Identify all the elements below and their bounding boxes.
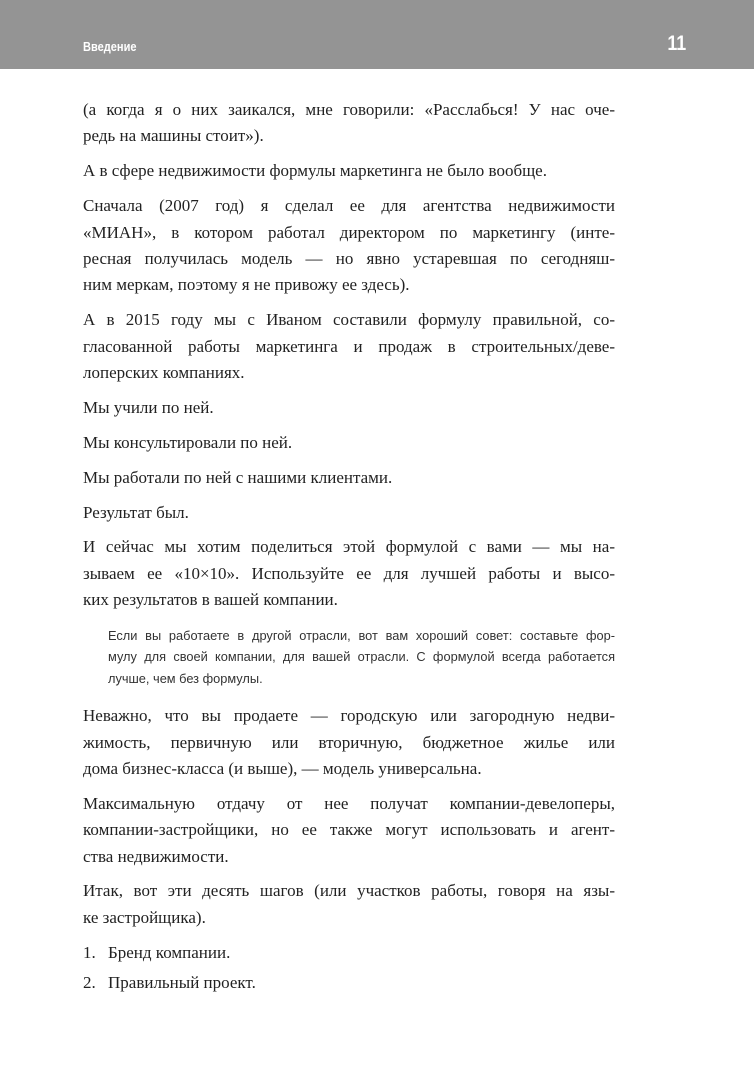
text-line: Если вы работаете в другой отрасли, вот вам хороший совет: составьте фор- bbox=[108, 627, 615, 643]
list-item bbox=[83, 940, 615, 966]
text-line: ства недвижимости. bbox=[83, 846, 229, 866]
text-line: ких результатов в вашей компании. bbox=[83, 590, 338, 610]
paragraph bbox=[83, 395, 615, 421]
paragraph bbox=[83, 534, 615, 613]
side-note bbox=[108, 625, 615, 690]
page-number: 11 bbox=[667, 32, 686, 55]
running-title: Введение bbox=[83, 39, 137, 54]
list-number: 2. bbox=[83, 972, 96, 992]
text-line: жимость, первичную или вторичную, бюджетное жилье или bbox=[83, 732, 615, 752]
page-header bbox=[0, 0, 754, 69]
page-body bbox=[83, 97, 615, 1000]
paragraph bbox=[83, 97, 615, 150]
list-text: Бренд компании. bbox=[108, 942, 231, 962]
paragraph bbox=[83, 430, 615, 456]
text-line: ним меркам, поэтому я не привожу ее здесь). bbox=[83, 275, 410, 295]
text-line: зываем ее «10×10». Используйте ее для лучшей работы и высо- bbox=[83, 563, 615, 583]
text-line: А в сфере недвижимости формулы маркетинга не было вообще. bbox=[83, 161, 547, 181]
paragraph bbox=[83, 193, 615, 299]
text-line: Мы консультировали по ней. bbox=[83, 432, 293, 452]
text-line: (а когда я о них заикался, мне говорили: «Расслабься! У нас оче- bbox=[83, 100, 615, 119]
paragraph bbox=[83, 791, 615, 870]
text-line: Сначала (2007 год) я сделал ее для агентства недвижимости bbox=[83, 196, 615, 216]
text-line: Неважно, что вы продаете — городскую или загородную недви- bbox=[83, 706, 615, 726]
text-line: И сейчас мы хотим поделиться этой формулой с вами — мы на- bbox=[83, 537, 615, 557]
text-line: дома бизнес-класса (и выше), — модель универсальна. bbox=[83, 758, 482, 778]
text-line: компании-застройщики, но ее также могут использовать и агент- bbox=[83, 820, 615, 840]
list-text: Правильный проект. bbox=[108, 972, 256, 992]
text-line: Мы учили по ней. bbox=[83, 397, 214, 417]
paragraph bbox=[83, 878, 615, 931]
paragraph bbox=[83, 465, 615, 491]
paragraph bbox=[83, 158, 615, 184]
list-number: 1. bbox=[83, 942, 96, 962]
list-item bbox=[83, 970, 615, 996]
text-line: мулу для своей компании, для вашей отрасли. С формулой всегда работается bbox=[108, 649, 615, 665]
paragraph bbox=[83, 307, 615, 386]
text-line: Итак, вот эти десять шагов (или участков работы, говоря на язы- bbox=[83, 881, 615, 901]
text-line: ке застройщика). bbox=[83, 907, 206, 927]
text-line: «МИАН», в котором работал директором по маркетингу (инте- bbox=[83, 222, 615, 242]
text-line: А в 2015 году мы с Иваном составили формулу правильной, со- bbox=[83, 310, 615, 330]
text-line: гласованной работы маркетинга и продаж в строительных/деве- bbox=[83, 336, 615, 356]
text-line: ресная получилась модель — но явно устаревшая по сегодняш- bbox=[83, 248, 615, 268]
text-line: лучше, чем без формулы. bbox=[108, 670, 263, 686]
text-line: Мы работали по ней с нашими клиентами. bbox=[83, 467, 393, 487]
text-line: Максимальную отдачу от нее получат компании-девелоперы, bbox=[83, 793, 615, 813]
text-line: Результат был. bbox=[83, 502, 189, 522]
text-line: редь на машины стоит»). bbox=[83, 126, 264, 146]
paragraph bbox=[83, 500, 615, 526]
paragraph bbox=[83, 703, 615, 782]
text-line: лоперских компаниях. bbox=[83, 363, 245, 383]
